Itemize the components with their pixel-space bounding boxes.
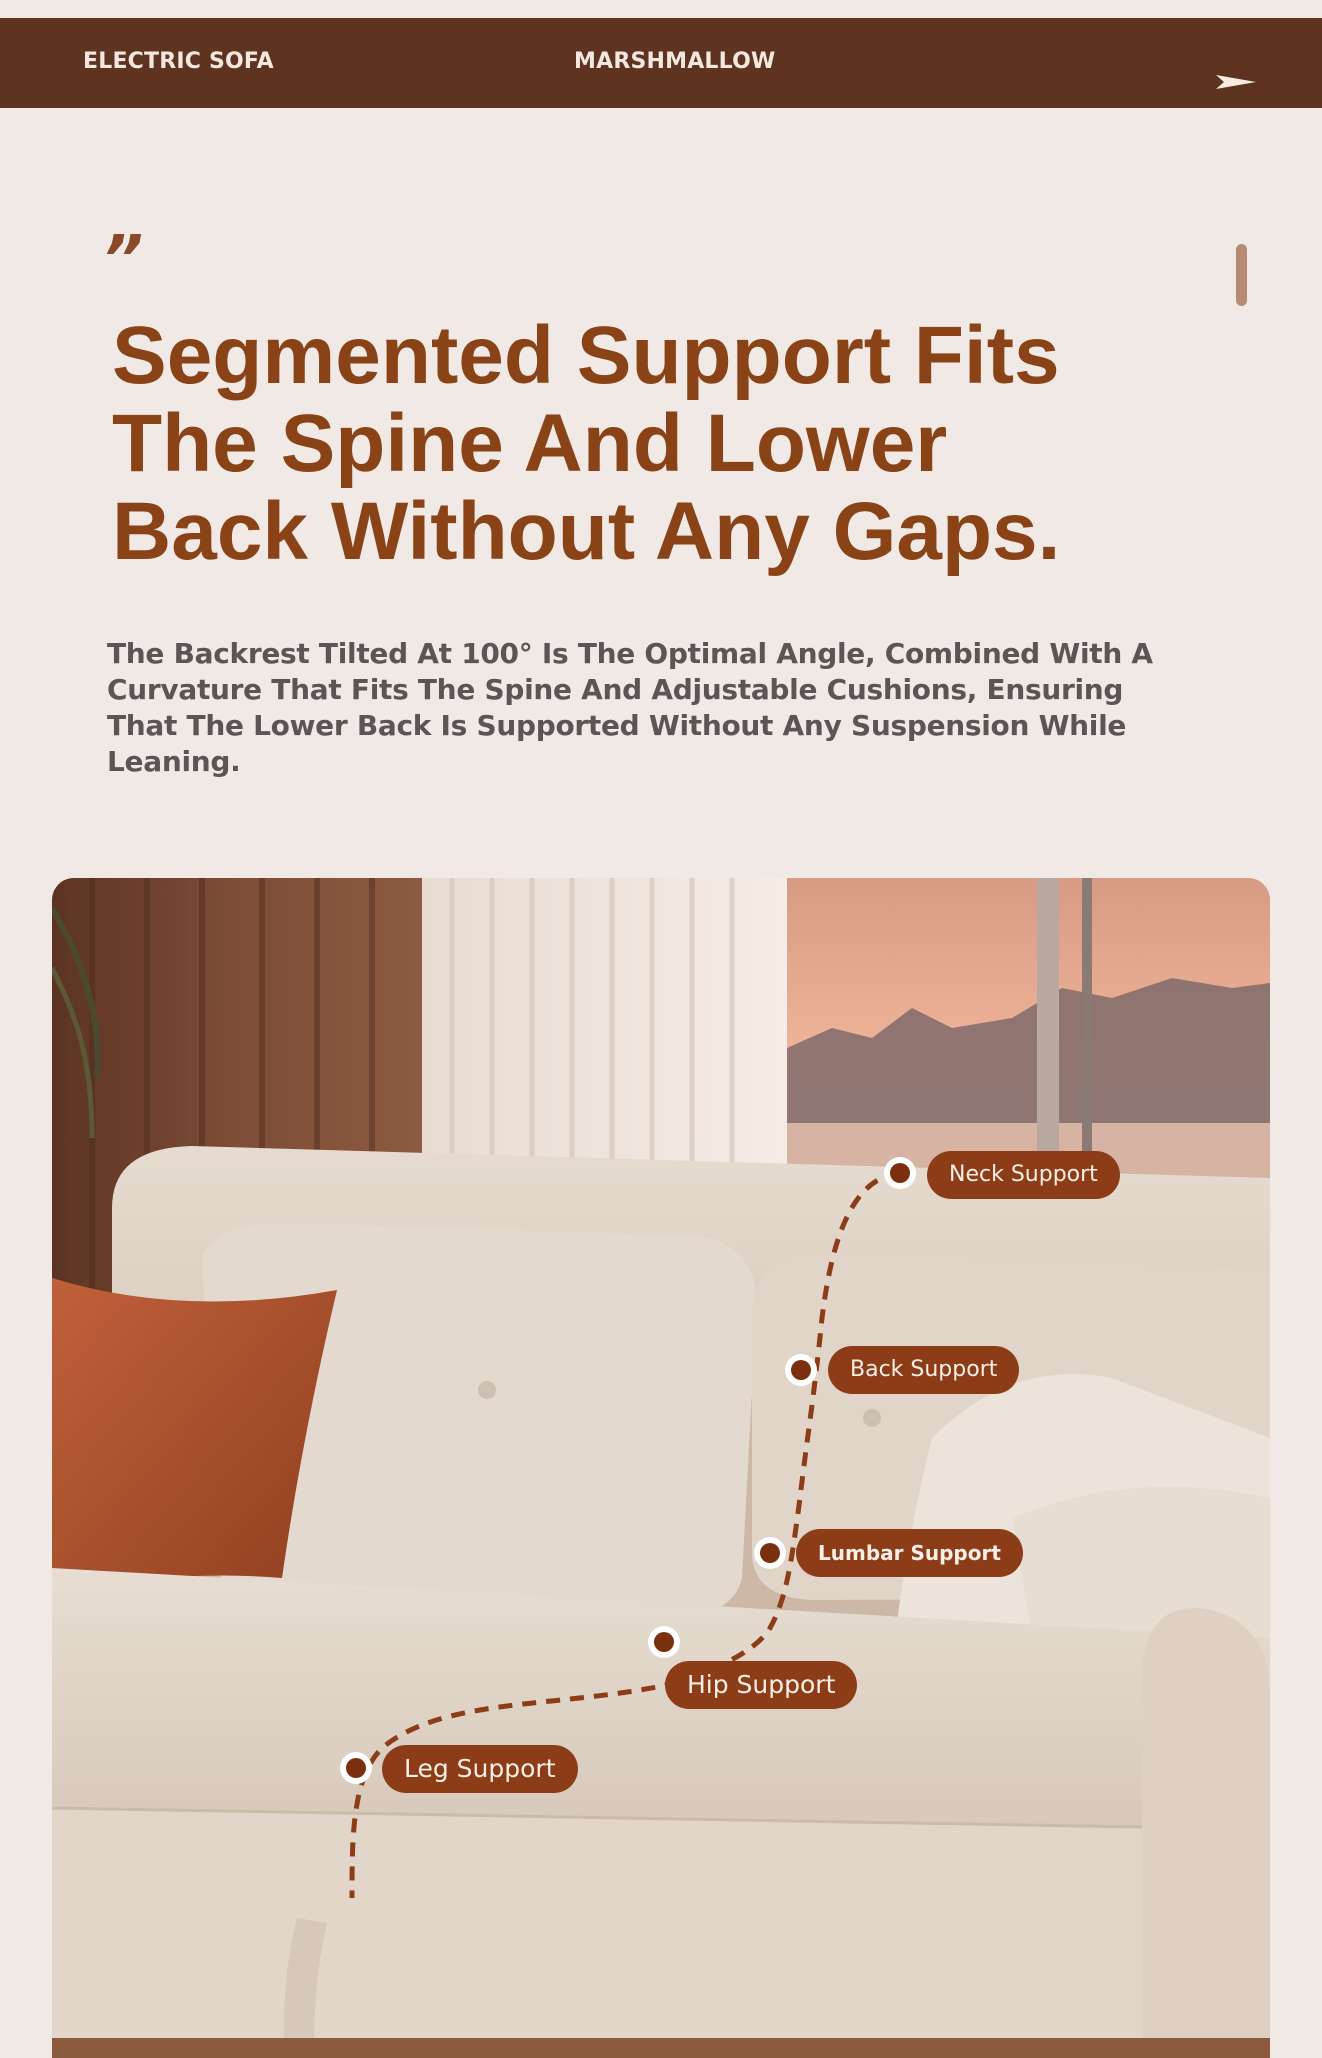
top-nav-bar: [0, 18, 1322, 108]
back-support-label[interactable]: Back Support: [828, 1346, 1019, 1394]
hip-support-dot[interactable]: [648, 1626, 680, 1658]
lumbar-support-dot[interactable]: [754, 1537, 786, 1569]
arrow-right-icon[interactable]: [1216, 72, 1256, 92]
headline: Segmented Support Fits The Spine And Lower Back Without Any Gaps.: [112, 310, 1061, 577]
neck-support-dot[interactable]: [884, 1157, 916, 1189]
scroll-indicator[interactable]: [1236, 244, 1247, 306]
leg-support-label[interactable]: Leg Support: [382, 1745, 578, 1793]
leg-support-dot[interactable]: [340, 1752, 372, 1784]
description-text: The Backrest Tilted At 100° Is The Optimal Angle, Combined With A Curvature That Fits The Spine And Adjustable Cushions, Ensuring That The Lower Back Is Supported Without Any Suspension While Leaning.: [107, 637, 1153, 778]
neck-support-label[interactable]: Neck Support: [927, 1151, 1120, 1199]
nav-marshmallow[interactable]: MARSHMALLOW: [574, 49, 776, 74]
nav-electric-sofa[interactable]: ELECTRIC SOFA: [83, 49, 274, 74]
quote-mark-icon: ”: [102, 223, 144, 297]
sofa-photo: [52, 878, 1270, 2058]
hip-support-label[interactable]: Hip Support: [665, 1661, 857, 1709]
back-support-dot[interactable]: [785, 1354, 817, 1386]
sofa-illustration: [52, 878, 1270, 2058]
lumbar-support-label[interactable]: Lumbar Support: [796, 1529, 1023, 1577]
